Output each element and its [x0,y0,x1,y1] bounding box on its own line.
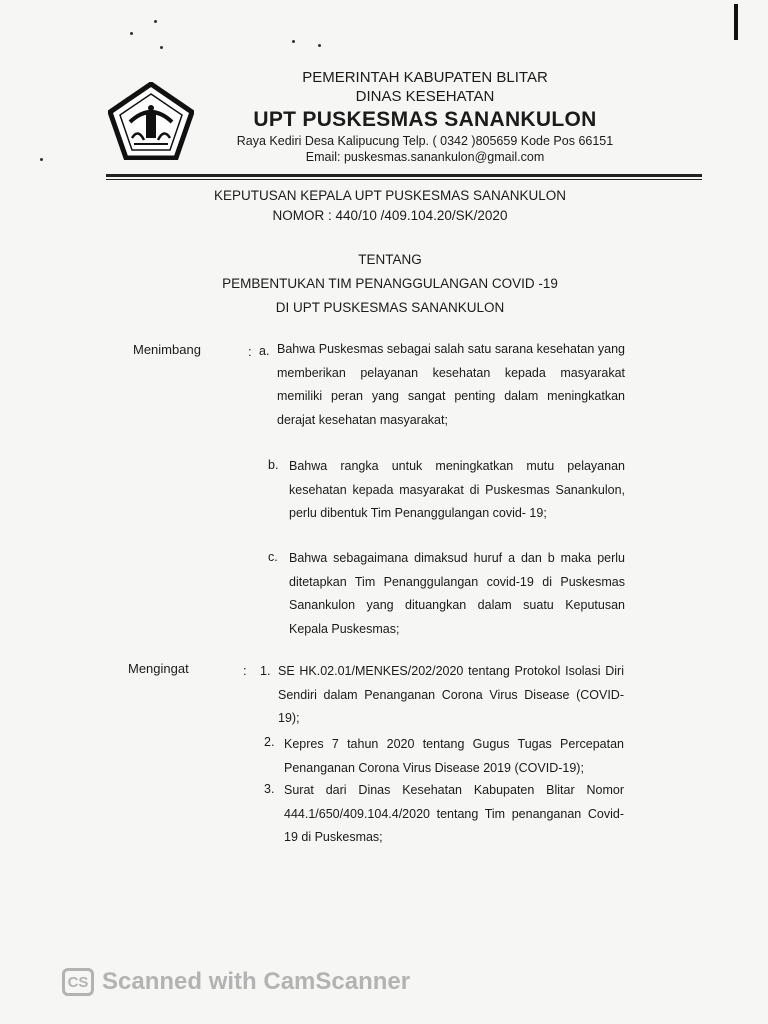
mengingat-item-1: SE HK.02.01/MENKES/202/2020 tentang Protokol Isolasi Diri Sendiri dalam Penanganan Corona Virus Disease (COVID-19); [278,664,624,725]
camscanner-watermark [62,968,410,996]
scan-speck [40,158,43,161]
address-line: Raya Kediri Desa Kalipucung Telp. ( 0342 )805659 Kode Pos 66151 [236,134,614,148]
mengingat-marker-2: 2. [264,735,275,749]
mengingat-label: Mengingat [128,661,189,676]
header-divider-thin [106,179,702,180]
letterhead [190,68,660,165]
scan-speck [130,32,133,35]
mengingat-item-3: Surat dari Dinas Kesehatan Kabupaten Blitar Nomor 444.1/650/409.104.4/2020 tentang Tim penanganan Covid-19 di Puskesmas; [284,783,624,844]
decree-subject-line2: DI UPT PUSKESMAS SANANKULON [275,300,505,315]
menimbang-item-a [277,338,625,432]
header-divider-thick [106,174,702,177]
watermark-text: Scanned with CamScanner [102,968,411,995]
government-name: PEMERINTAH KABUPATEN BLITAR [302,69,548,86]
menimbang-marker-a: a. [259,344,270,358]
scan-speck [292,40,295,43]
kabupaten-blitar-emblem-icon [108,82,194,160]
mengingat-marker-3: 3. [264,782,275,796]
menimbang-label: Menimbang [133,342,201,357]
mengingat-item-2: Kepres 7 tahun 2020 tentang Gugus Tugas Percepatan Penanganan Corona Virus Disease 2019 (COVID-19); [284,737,624,775]
scan-speck [154,20,157,23]
scan-speck [318,44,321,47]
menimbang-item-c: Bahwa sebagaimana dimaksud huruf a dan b maka perlu ditetapkan Tim Penanggulangan covid-19 di Puskesmas Sanankulon yang dituangkan dalam suatu Keputusan Kepala Puskesmas; [289,551,625,636]
decree-title: KEPUTUSAN KEPALA UPT PUSKESMAS SANANKULON [213,188,567,203]
institution-name: UPT PUSKESMAS SANANKULON [253,108,597,131]
menimbang-marker-b: b. [268,458,279,472]
email-line: Email: puskesmas.sanankulon@gmail.com [305,150,545,164]
menimbang-marker-c: c. [268,550,278,564]
decree-number: NOMOR : 440/10 /409.104.20/SK/2020 [272,208,508,223]
mengingat-colon: : [243,663,247,678]
menimbang-item-a-text: Bahwa Puskesmas sebagai salah satu sarana kesehatan yang memberikan pelayanan kesehatan kepada masyarakat memiliki peran yang sangat penting dalam meningkatkan derajat kesehatan masyarakat; [277,342,625,427]
department-name: DINAS KESEHATAN [355,88,495,105]
page-edge-artifact [734,4,738,40]
decree-subject-line1: PEMBENTUKAN TIM PENANGGULANGAN COVID -19 [222,276,558,291]
camscanner-logo-icon: CS [62,968,94,996]
tentang-heading: TENTANG [358,252,422,267]
scan-speck [160,46,163,49]
mengingat-marker-1: 1. [260,664,271,678]
menimbang-item-b: Bahwa rangka untuk meningkatkan mutu pelayanan kesehatan kepada masyarakat di Puskesmas Sanankulon, perlu dibentuk Tim Penanggulangan covid- 19; [289,459,625,520]
menimbang-colon: : [248,344,252,359]
